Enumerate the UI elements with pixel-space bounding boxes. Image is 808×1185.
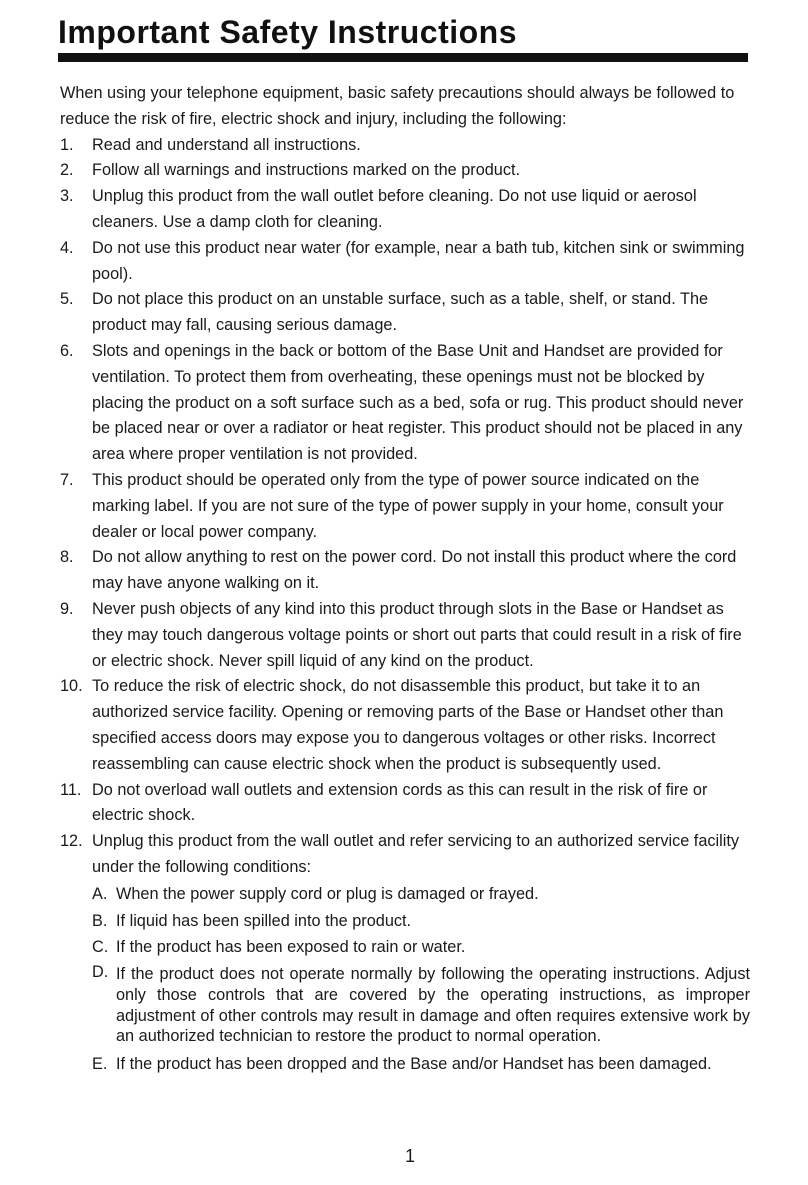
instruction-item [60,339,750,468]
instruction-text: Read and understand all instructions. [92,135,361,154]
instruction-item [60,236,750,288]
instruction-text: Do not use this product near water (for example, near a bath tub, kitchen sink or swimming pool). [92,238,745,283]
condition-text: If the product has been exposed to rain or water. [116,938,466,957]
condition-item [92,909,750,935]
instruction-item [60,829,750,1078]
instruction-number: 6. [60,341,74,360]
instruction-number: 5. [60,290,74,309]
condition-text: If the product does not operate normally by following the operating instructions. Adjust only those controls that are covered by the operating instructions, as improper adjustment of other controls may result in damage and often requires extensive work by an authorized technician to restore the product to normal operation. [116,965,750,1046]
instruction-number: 3. [60,187,74,206]
condition-item [92,1052,750,1078]
instruction-text: Slots and openings in the back or bottom of the Base Unit and Handset are provided for ventilation. To protect them from overheating, these openings must not be blocked by placing the product on a soft surface such as a bed, sofa or rug. This product should never be placed near or over a radiator or heat register. This product should not be placed in any area where proper ventilation is not provided. [92,341,744,464]
instruction-number: 7. [60,470,74,489]
instruction-number: 2. [60,161,74,180]
condition-letter: D. [92,963,109,982]
instruction-number: 8. [60,548,74,567]
instruction-text: Unplug this product from the wall outlet and refer servicing to an authorized service facility under the following conditions: [92,832,740,876]
condition-letter: C. [92,938,109,957]
instructions-body [60,81,750,1078]
instruction-item [60,287,750,339]
instruction-list [60,133,750,1078]
instruction-item [60,674,750,777]
servicing-conditions-list [92,882,750,1078]
instruction-item [60,778,750,830]
instruction-number: 10. [60,677,83,696]
condition-text: If liquid has been spilled into the product. [116,911,412,930]
condition-letter: B. [92,911,108,930]
condition-letter: A. [92,884,108,903]
instruction-text: To reduce the risk of electric shock, do not disassemble this product, but take it to an authorized service facility. Opening or removing parts of the Base or Handset other than specified access doors may expose you to dangerous voltages or other risks. Incorrect reassembling can cause electric shock when the product is subsequently used. [92,677,724,773]
instruction-item [60,184,750,236]
condition-text: When the power supply cord or plug is damaged or frayed. [116,884,539,903]
page-title: Important Safety Instructions [58,14,517,50]
condition-item [92,935,750,961]
instruction-item [60,597,750,674]
instruction-number: 9. [60,599,74,618]
instruction-text: Unplug this product from the wall outlet before cleaning. Do not use liquid or aerosol cleaners. Use a damp cloth for cleaning. [92,187,697,231]
instruction-number: 4. [60,238,74,257]
instruction-number: 11. [60,780,82,799]
instruction-text: Never push objects of any kind into this product through slots in the Base or Handset as they may touch dangerous voltage points or short out parts that could result in a risk of fire or electric shock. Never spill liquid of any kind on the product. [92,599,742,670]
instruction-text: Do not place this product on an unstable surface, such as a table, shelf, or stand. The product may fall, causing serious damage. [92,290,709,335]
condition-item [92,962,750,1051]
instruction-item [60,158,750,184]
condition-text: If the product has been dropped and the Base and/or Handset has been damaged. [116,1055,712,1074]
instruction-text: This product should be operated only from the type of power source indicated on the marking label. If you are not sure of the type of power supply in your home, consult your dealer or local power company. [92,470,724,541]
instruction-text: Do not allow anything to rest on the power cord. Do not install this product where the cord may have anyone walking on it. [92,548,737,593]
instruction-number: 1. [60,135,74,154]
instruction-item [60,133,750,159]
instruction-text: Do not overload wall outlets and extension cords as this can result in the risk of fire or electric shock. [92,780,708,825]
instruction-text: Follow all warnings and instructions marked on the product. [92,161,521,180]
instruction-number: 12. [60,832,83,851]
condition-item [92,882,750,908]
instruction-item [60,468,750,545]
title-underline-rule [58,53,748,62]
condition-letter: E. [92,1055,108,1074]
page-number: 1 [404,1146,415,1166]
intro-paragraph: When using your telephone equipment, basic safety precautions should always be followed to reduce the risk of fire, electric shock and injury, including the following: [60,84,735,128]
instruction-item [60,545,750,597]
